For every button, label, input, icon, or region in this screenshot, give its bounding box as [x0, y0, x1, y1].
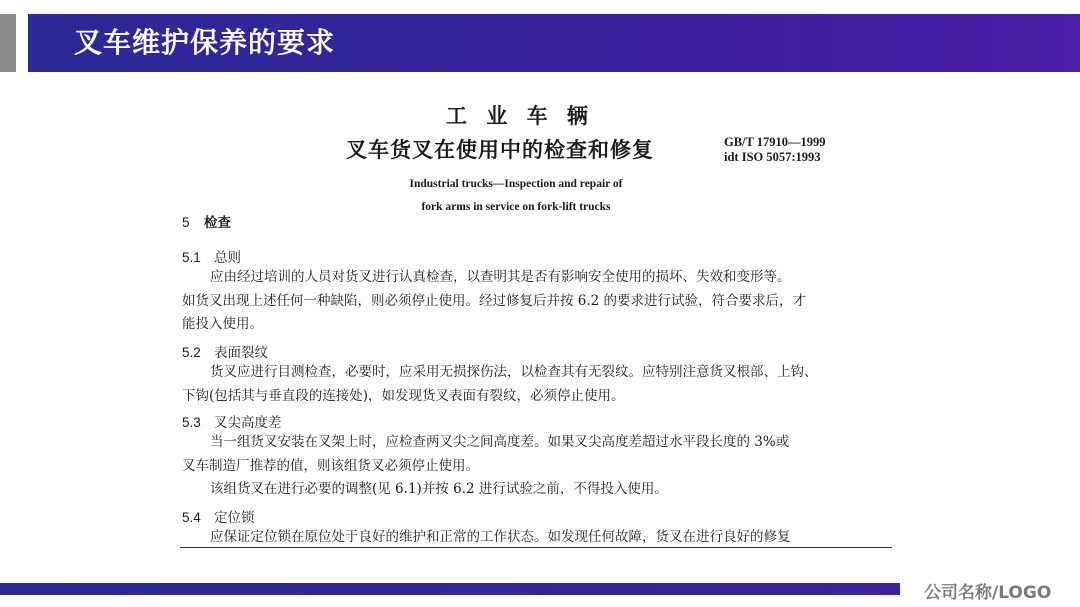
subsection-title: 总则	[214, 250, 241, 266]
subsection-5-3-heading	[182, 411, 282, 431]
subsection-5-2-text	[182, 361, 882, 408]
paragraph-line: 叉车制造厂推荐的值，则该组货叉必须停止使用。	[182, 457, 479, 474]
standard-code: GB/T 17910—1999	[724, 135, 826, 149]
subsection-5-1-heading	[182, 246, 241, 266]
header-accent-bar	[0, 14, 16, 72]
english-title-line-2: fork arms in service on fork-lift trucks	[421, 201, 611, 213]
paragraph-line: 如货叉出现上述任何一种缺陷，则必须停止使用。经过修复后并按 6.2 的要求进行试验，符合要求后，才	[182, 292, 807, 309]
slide-title: 叉车维护保养的要求	[74, 26, 336, 59]
footer-bar	[0, 583, 900, 595]
company-logo-text: 公司名称/LOGO	[924, 583, 1052, 603]
subsection-title: 叉尖高度差	[214, 415, 282, 431]
paragraph-line: 应由经过培训的人员对货叉进行认真检查，以查明其是否有影响安全使用的损坏、失效和变形等。	[210, 269, 791, 285]
subsection-number: 5.2	[182, 345, 201, 360]
subsection-5-2-heading	[182, 341, 268, 361]
standard-code-block	[724, 135, 826, 165]
standard-document-image	[176, 88, 898, 560]
section-number: 5	[182, 215, 190, 230]
paragraph-line: 该组货叉在进行必要的调整(见 6.1)并按 6.2 进行试验之前，不得投入使用。	[210, 481, 668, 497]
subsection-title: 定位锁	[214, 510, 255, 526]
subsection-5-1-text	[182, 266, 882, 337]
subsection-5-3-text	[182, 431, 882, 502]
document-sub-title: 叉车货叉在使用中的检查和修复	[346, 137, 654, 162]
subsection-number: 5.1	[182, 250, 201, 265]
subsection-number: 5.4	[182, 510, 201, 525]
paragraph-line: 能投入使用。	[182, 316, 263, 332]
section-title: 检查	[204, 215, 231, 231]
document-underline	[180, 547, 892, 548]
subsection-title: 表面裂纹	[214, 345, 268, 361]
english-title-line-1: Industrial trucks—Inspection and repair of	[409, 178, 623, 190]
paragraph-line: 下钩(包括其与垂直段的连接处)，如发现货叉表面有裂纹，必须停止使用。	[182, 387, 625, 404]
paragraph-line: 货叉应进行目测检查，必要时，应采用无损探伤法，以检查其有无裂纹。应特别注意货叉根部、上钩、	[210, 364, 818, 380]
paragraph-line: 应保证定位锁在原位处于良好的维护和正常的工作状态。如发现任何故障，货叉在进行良好的修复	[210, 529, 791, 545]
paragraph-line: 当一组货叉安装在叉架上时，应检查两叉尖之间高度差。如果叉尖高度差超过水平段长度的 3%或	[210, 434, 790, 450]
subsection-5-4-heading	[182, 506, 255, 526]
section-5-heading	[182, 211, 231, 231]
document-main-title: 工 业 车 辆	[446, 103, 594, 128]
subsection-5-4-text	[182, 526, 882, 550]
standard-idt: idt ISO 5057:1993	[724, 150, 821, 164]
subsection-number: 5.3	[182, 415, 201, 430]
